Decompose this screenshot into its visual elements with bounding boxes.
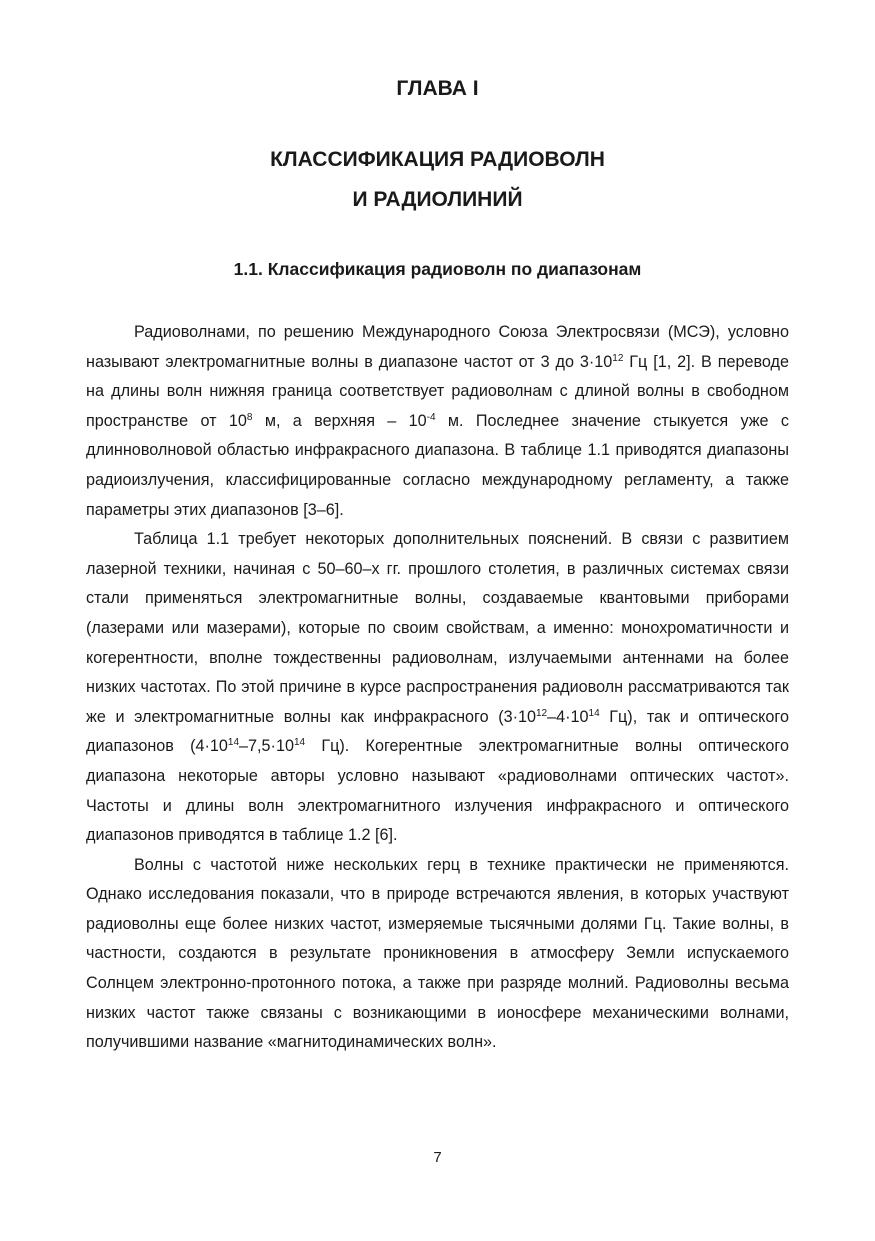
paragraph-1-text-1: Радиоволнами, по решению Международного Союза Электросвязи (МСЭ), условно называют электромагнитные волны в диапазоне частот от 3 до 3·10 — [86, 323, 789, 371]
paragraph-2-text-4: –7,5·10 — [239, 737, 294, 756]
body-text — [86, 318, 789, 1058]
paragraph-2-exponent-1: 12 — [536, 707, 548, 719]
section-title — [86, 140, 789, 220]
subsection-title: 1.1. Классификация радиоволн по диапазонам — [233, 259, 642, 279]
paragraph-1 — [86, 318, 789, 525]
paragraph-1-text-3: м, а верхняя – 10 — [252, 411, 427, 430]
section-title-line-1: КЛАССИФИКАЦИЯ РАДИОВОЛН — [270, 148, 605, 171]
paragraph-2-text-1: Таблица 1.1 требует некоторых дополнительных пояснений. В связи с развитием лазерной техники, начиная с 50–60–х гг. прошлого столетия, в различных системах связи стали применяться электромагнитные волны, создаваемые квантовыми приборами (лазерами или мазерами), которые по своим свойствам, а именно: монохроматичности и когерентности, вполне тождественны радиоволнам, излучаемыми антеннами на более низких частотах. По этой причине в курсе распространения радиоволн рассматриваются так же и электромагнитные волны как инфракрасного (3·10 — [86, 530, 789, 726]
paragraph-2-text-5: Гц). Когерентные электромагнитные волны оптического диапазона некоторые авторы условно называют «радиоволнами оптических частот». Частоты и длины волн электромагнитного излучения инфракрасного и оптического диапазонов приводятся в таблице 1.2 [6]. — [86, 737, 789, 845]
paragraph-3: Волны с частотой ниже нескольких герц в технике практически не применяются. Однако исследования показали, что в природе встречаются явления, в которых участвуют радиоволны еще более низких частот, измеряемые тысячными долями Гц. Такие волны, в частности, создаются в результате проникновения в атмосферу Земли испускаемого Солнцем электронно-протонного потока, а также при разряде молний. Радиоволны весьма низких частот также связаны с возникающими в ионосфере механическими волнами, получившими название «магнитодинамических волн». — [86, 855, 789, 1052]
paragraph-2-exponent-4: 14 — [293, 737, 306, 749]
chapter-title: ГЛАВА I — [396, 77, 479, 100]
paragraph-2-text-2: –4·10 — [547, 707, 589, 726]
paragraph-1-text-4: м. Последнее значение стыкуется уже с длинноволновой областью инфракрасного диапазона. В таблице 1.1 приводятся диапазоны радиоизлучения, классифицированные согласно международному регламенту, а также параметры этих диапазонов [3–6]. — [86, 411, 789, 519]
paragraph-2-exponent-2: 14 — [588, 707, 600, 719]
paragraph-1-text-2: Гц [1, 2]. В переводе на длины волн нижняя граница соответствует радиоволнам с длиной волны в свободном пространстве от 10 — [86, 352, 790, 430]
paragraph-2-text-3: Гц), так и оптического диапазонов (4·10 — [86, 707, 789, 756]
document-page — [86, 0, 789, 1241]
section-title-line-2: И РАДИОЛИНИЙ — [352, 188, 523, 211]
paragraph-2-exponent-3: 14 — [227, 737, 240, 749]
paragraph-1-exponent-2: 8 — [246, 411, 253, 423]
paragraph-1-exponent-3: -4 — [426, 411, 436, 423]
paragraph-2 — [86, 525, 789, 851]
page-number: 7 — [433, 1149, 442, 1166]
paragraph-1-exponent-1: 12 — [612, 352, 624, 364]
